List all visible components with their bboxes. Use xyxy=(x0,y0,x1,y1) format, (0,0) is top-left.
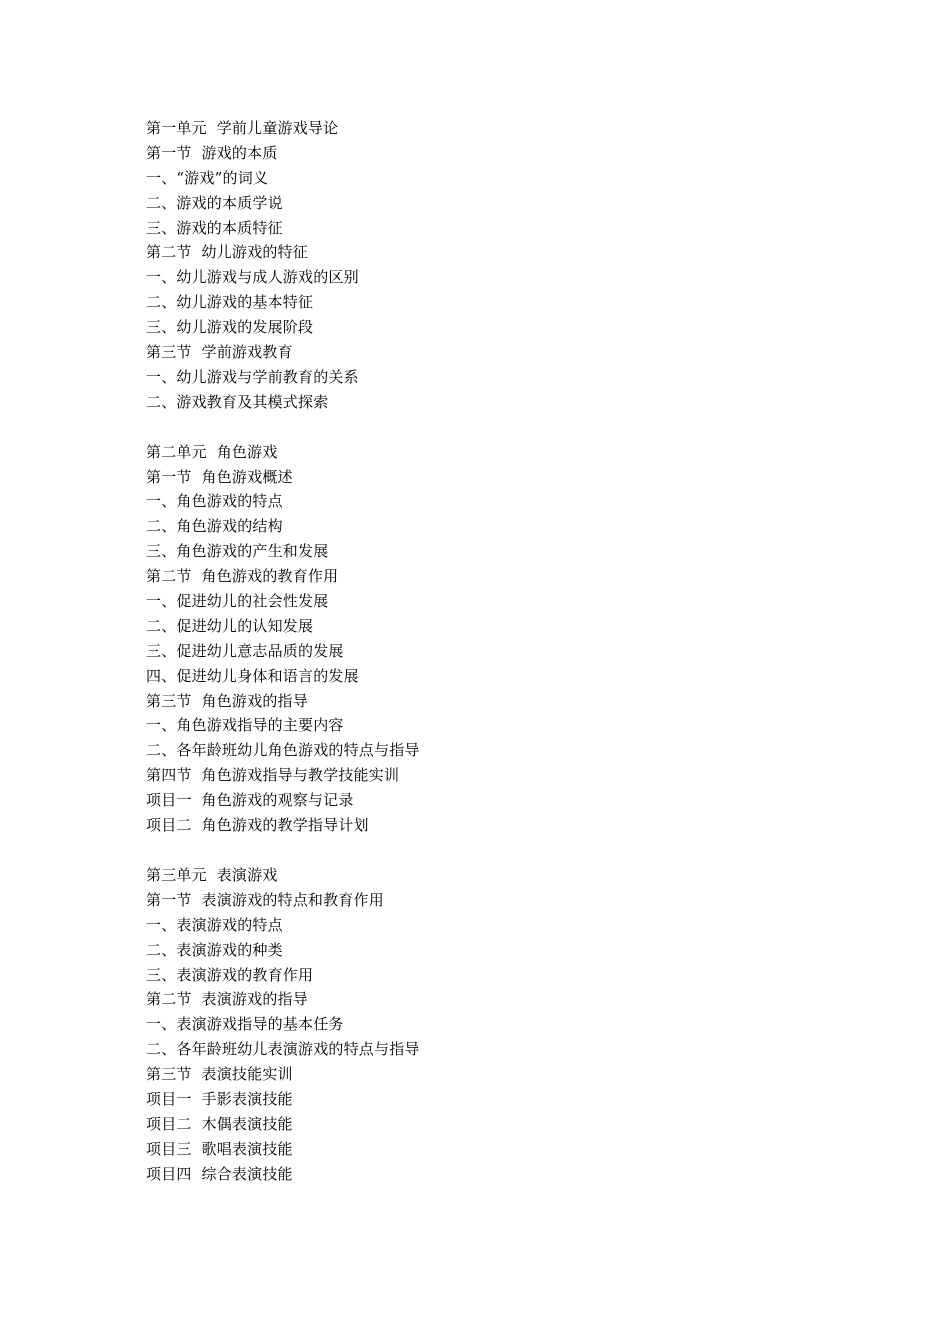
project-item: 项目二 角色游戏的教学指导计划 xyxy=(146,816,369,835)
unit-3-outline xyxy=(146,863,846,1187)
section-heading: 第二节 角色游戏的教育作用 xyxy=(146,567,339,586)
project-item: 项目四 综合表演技能 xyxy=(146,1164,293,1183)
outline-item: 一、促进幼儿的社会性发展 xyxy=(146,592,329,611)
section-heading: 第三节 学前游戏教育 xyxy=(146,343,293,362)
outline-item: 一、表演游戏指导的基本任务 xyxy=(146,1015,344,1034)
project-item: 项目一 角色游戏的观察与记录 xyxy=(146,791,354,810)
outline-item: 一、“游戏”的词义 xyxy=(146,168,269,187)
outline-item: 一、幼儿游戏与成人游戏的区别 xyxy=(146,268,359,287)
outline-item: 二、角色游戏的结构 xyxy=(146,517,283,536)
outline-item: 一、角色游戏指导的主要内容 xyxy=(146,716,344,735)
section-heading: 第四节 角色游戏指导与教学技能实训 xyxy=(146,766,400,785)
outline-item: 二、促进幼儿的认知发展 xyxy=(146,616,314,635)
outline-item: 一、角色游戏的特点 xyxy=(146,492,283,511)
document-page xyxy=(146,116,846,1187)
outline-item: 一、表演游戏的特点 xyxy=(146,915,283,934)
outline-item: 二、幼儿游戏的基本特征 xyxy=(146,293,314,312)
outline-item: 二、表演游戏的种类 xyxy=(146,940,283,959)
outline-item: 三、促进幼儿意志品质的发展 xyxy=(146,641,344,660)
unit-1-outline xyxy=(146,116,846,415)
unit-2-outline xyxy=(146,440,846,838)
outline-item: 二、游戏的本质学说 xyxy=(146,193,283,212)
unit-heading: 第三单元 表演游戏 xyxy=(146,865,278,884)
project-item: 项目一 手影表演技能 xyxy=(146,1089,293,1108)
section-heading: 第二节 表演游戏的指导 xyxy=(146,990,308,1009)
section-heading: 第一节 游戏的本质 xyxy=(146,143,278,162)
project-item: 项目三 歌唱表演技能 xyxy=(146,1139,293,1158)
outline-item: 三、表演游戏的教育作用 xyxy=(146,965,314,984)
outline-item: 二、游戏教育及其模式探索 xyxy=(146,392,329,411)
outline-item: 二、各年龄班幼儿表演游戏的特点与指导 xyxy=(146,1040,420,1059)
section-heading: 第一节 角色游戏概述 xyxy=(146,467,293,486)
section-heading: 第三节 表演技能实训 xyxy=(146,1065,293,1084)
section-heading: 第一节 表演游戏的特点和教育作用 xyxy=(146,890,384,909)
outline-item: 三、幼儿游戏的发展阶段 xyxy=(146,318,314,337)
section-heading: 第三节 角色游戏的指导 xyxy=(146,691,308,710)
section-heading: 第二节 幼儿游戏的特征 xyxy=(146,243,308,262)
outline-item: 三、角色游戏的产生和发展 xyxy=(146,542,329,561)
unit-heading: 第二单元 角色游戏 xyxy=(146,442,278,461)
project-item: 项目二 木偶表演技能 xyxy=(146,1114,293,1133)
unit-heading: 第一单元 学前儿童游戏导论 xyxy=(146,119,339,137)
outline-item: 一、幼儿游戏与学前教育的关系 xyxy=(146,367,359,386)
outline-item: 三、游戏的本质特征 xyxy=(146,218,283,237)
outline-item: 四、促进幼儿身体和语言的发展 xyxy=(146,666,359,685)
outline-item: 二、各年龄班幼儿角色游戏的特点与指导 xyxy=(146,741,420,760)
